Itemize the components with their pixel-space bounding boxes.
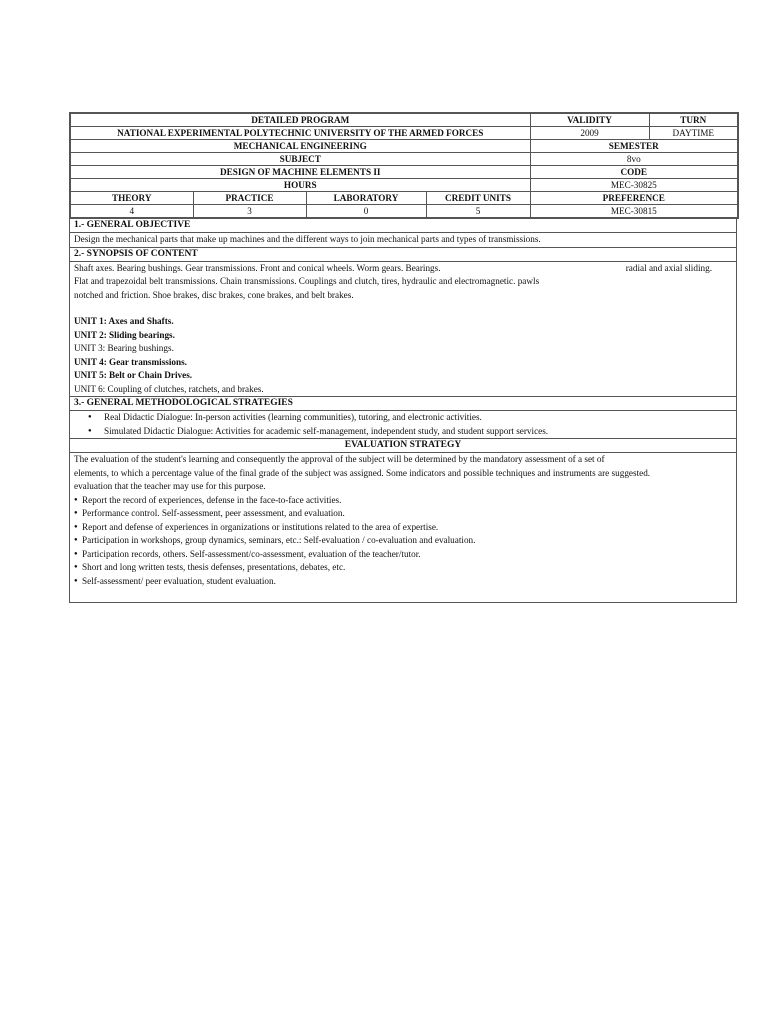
credit-units-label: CREDIT UNITS (426, 192, 530, 205)
list-item-text: Participation in workshops, group dynamics, seminars, etc.: Self-evaluation / co-evaluation and evaluation. (82, 535, 476, 545)
bullet-icon: ● (74, 550, 78, 557)
evaluation-list (74, 494, 732, 589)
validity-label: VALIDITY (530, 113, 649, 127)
synopsis-body (69, 262, 737, 398)
evaluation-heading: EVALUATION STRATEGY (69, 439, 737, 453)
bullet-icon: ● (74, 510, 78, 516)
code-label: CODE (530, 166, 738, 179)
document-page (69, 112, 737, 603)
detailed-program-heading: DETAILED PROGRAM (70, 113, 530, 127)
evaluation-body (69, 453, 737, 603)
bullet-icon: ● (88, 414, 92, 420)
university-name: NATIONAL EXPERIMENTAL POLYTECHNIC UNIVERSITY OF THE ARMED FORCES (70, 127, 530, 140)
synopsis-line-1-right: radial and axial sliding. (625, 262, 712, 273)
general-objective-text: Design the mechanical parts that make up machines and the different ways to join mechanical parts and types of transmissions. (69, 233, 737, 248)
laboratory-label: LABORATORY (306, 192, 426, 205)
theory-label: THEORY (70, 192, 193, 205)
list-item (74, 411, 732, 425)
list-item-text: Report the record of experiences, defense in the face-to-face activities. (82, 494, 342, 505)
bullet-icon: ● (74, 564, 78, 570)
synopsis-line-1-left: Shaft axes. Bearing bushings. Gear transmissions. Front and conical wheels. Worm gears. Bearings. (74, 262, 441, 273)
list-item-text: Participation records, others. Self-assessment/co-assessment, evaluation of the teacher/tutor. (82, 548, 421, 559)
department-name: MECHANICAL ENGINEERING (70, 140, 530, 153)
strategies-heading: 3.- GENERAL METHODOLOGICAL STRATEGIES (69, 397, 737, 411)
bullet-icon: ● (74, 523, 78, 530)
list-item (74, 548, 732, 562)
unit-item: UNIT 3: Bearing bushings. (74, 343, 174, 353)
list-item-text: Self-assessment/ peer evaluation, student evaluation. (82, 575, 276, 586)
laboratory-value: 0 (306, 205, 426, 219)
semester-value: 8vo (530, 153, 738, 166)
list-item (74, 507, 732, 521)
evaluation-para-3: evaluation that the teacher may use for this purpose. (74, 481, 266, 491)
bullet-icon: ● (74, 496, 78, 503)
strategy-list (74, 411, 732, 438)
preference-label: PREFERENCE (530, 192, 738, 205)
list-item-text: Performance control. Self-assessment, peer assessment, and evaluation. (82, 508, 345, 518)
list-item-text: Short and long written tests, thesis defenses, presentations, debates, etc. (82, 562, 346, 572)
strategies-body (69, 411, 737, 439)
practice-label: PRACTICE (193, 192, 306, 205)
turn-value: DAYTIME (649, 127, 738, 140)
bullet-icon: ● (74, 577, 78, 584)
synopsis-heading: 2.- SYNOPSIS OF CONTENT (69, 248, 737, 262)
bullet-icon: ● (74, 537, 78, 543)
preference-value: MEC-30815 (530, 205, 738, 219)
validity-value: 2009 (530, 127, 649, 140)
credit-units-value: 5 (426, 205, 530, 219)
list-item (74, 521, 732, 535)
subject-label: SUBJECT (70, 153, 530, 166)
synopsis-line-3: notched and friction. Shoe brakes, disc brakes, cone brakes, and belt brakes. (74, 289, 354, 300)
turn-label: TURN (649, 113, 738, 127)
unit-list (74, 315, 732, 396)
list-item (74, 561, 732, 575)
unit-item: UNIT 5: Belt or Chain Drives. (74, 370, 193, 380)
unit-item: UNIT 4: Gear transmissions. (74, 356, 187, 367)
list-item-text: Real Didactic Dialogue: In-person activities (learning communities), tutoring, and electronic activities. (104, 412, 482, 422)
evaluation-para-1: The evaluation of the student's learning and consequently the approval of the subject will be determined by the mandatory assessment of a set of (74, 454, 605, 464)
subject-value: DESIGN OF MACHINE ELEMENTS II (70, 166, 530, 179)
spacer (74, 302, 732, 315)
practice-value: 3 (193, 205, 306, 219)
code-value: MEC-30825 (530, 179, 738, 192)
semester-label: SEMESTER (530, 140, 738, 153)
general-objective-heading: 1.- GENERAL OBJECTIVE (69, 219, 737, 233)
program-header-table (69, 112, 739, 219)
list-item (74, 534, 732, 548)
unit-item: UNIT 1: Axes and Shafts. (74, 316, 174, 326)
list-item (74, 425, 732, 439)
list-item (74, 575, 732, 589)
list-item (74, 494, 732, 508)
bullet-icon: ● (88, 427, 92, 434)
evaluation-para-2: elements, to which a percentage value of the final grade of the subject was assigned. Some indicators and possible techniques and instruments are suggested. (74, 467, 651, 478)
unit-item: UNIT 2: Sliding bearings. (74, 329, 175, 340)
list-item-text: Report and defense of experiences in organizations or institutions related to the area of expertise. (82, 521, 439, 532)
theory-value: 4 (70, 205, 193, 219)
list-item-text: Simulated Didactic Dialogue: Activities for academic self-management, independent study, and student support services. (104, 425, 549, 436)
synopsis-line-2: Flat and trapezoidal belt transmissions. Chain transmissions. Couplings and clutch, tires, hydraulic and electromagnetic. pawls (74, 276, 540, 286)
hours-label: HOURS (70, 179, 530, 192)
synopsis-line-1 (74, 262, 732, 276)
unit-item: UNIT 6: Coupling of clutches, ratchets, and brakes. (74, 383, 264, 394)
